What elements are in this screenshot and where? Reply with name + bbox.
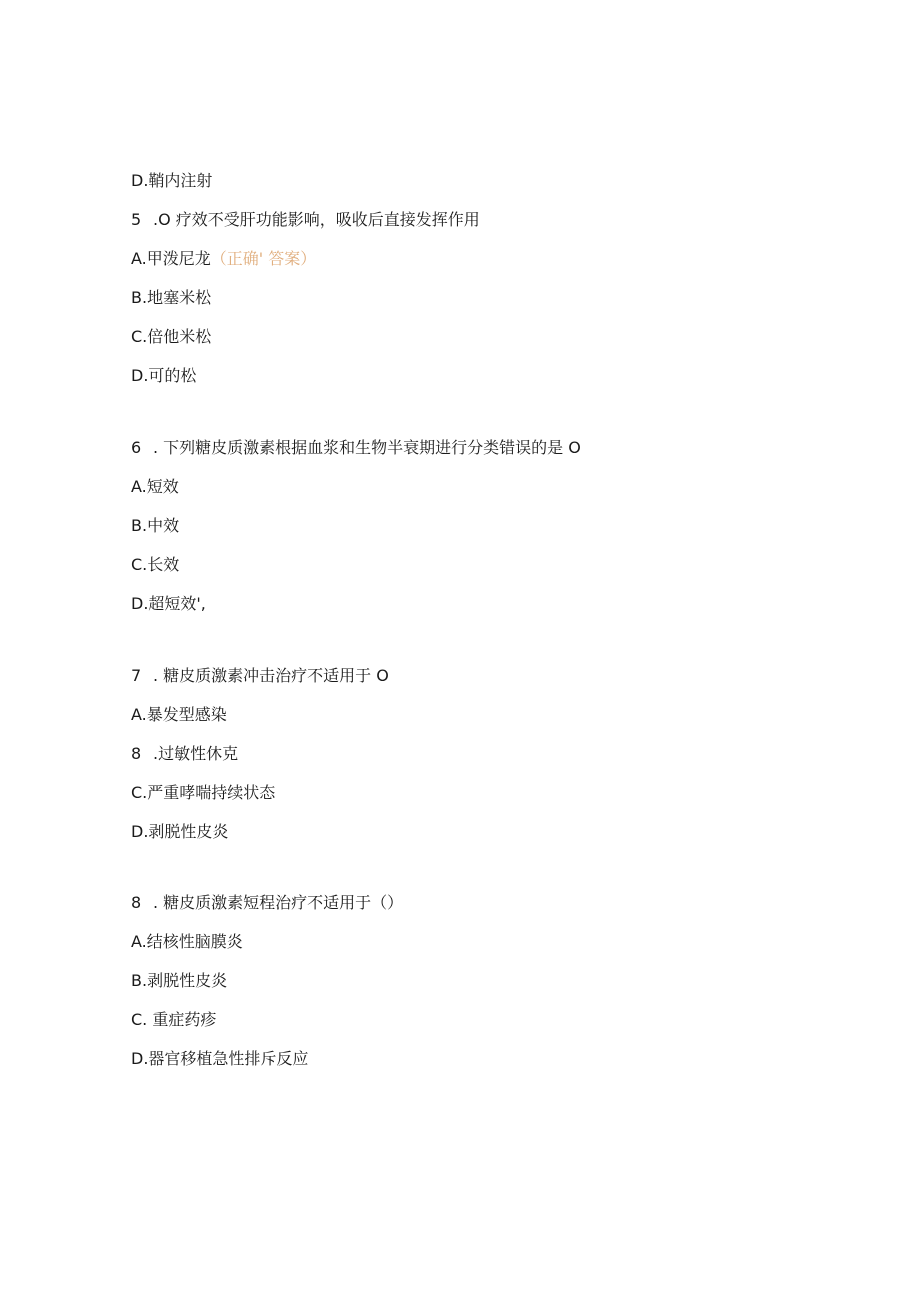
option-line: C. 重症药疹 bbox=[131, 1010, 217, 1029]
option-line: B.地塞米松 bbox=[131, 288, 212, 307]
question-7: 7 . 糖皮质激素冲击治疗不适用于 O bbox=[131, 666, 389, 685]
option-line: B.中效 bbox=[131, 516, 180, 535]
option-line: A.暴发型感染 bbox=[131, 705, 227, 724]
option-line: C.严重哮喘持续状态 bbox=[131, 783, 276, 802]
option-line: D.器官移植急性排斥反应 bbox=[131, 1049, 309, 1068]
option-line: D.剥脱性皮炎 bbox=[131, 822, 229, 841]
option-line: D.可的松 bbox=[131, 366, 197, 385]
option-line: A.结核性脑膜炎 bbox=[131, 932, 243, 951]
question-number: 8 bbox=[131, 893, 142, 912]
question-8: 8 . 糖皮质激素短程治疗不适用于（） bbox=[131, 893, 404, 912]
option-line: A.甲泼尼龙（正确' 答案） bbox=[131, 249, 317, 268]
question-number: 5 bbox=[131, 210, 142, 229]
option-line: C.倍他米松 bbox=[131, 327, 212, 346]
option-line: A.短效 bbox=[131, 477, 179, 496]
question-number: 8 bbox=[131, 744, 142, 763]
question-number: 7 bbox=[131, 666, 142, 685]
option-line: 8 .过敏性休克 bbox=[131, 744, 239, 763]
option-line: D.鞘内注射 bbox=[131, 171, 213, 190]
option-line: C.长效 bbox=[131, 555, 180, 574]
question-number: 6 bbox=[131, 438, 142, 457]
question-5: 5 .O 疗效不受肝功能影响，吸收后直接发挥作用 bbox=[131, 210, 480, 229]
option-line: D.超短效', bbox=[131, 594, 206, 613]
correct-answer-mark: （正确' 答案） bbox=[210, 249, 317, 268]
question-6: 6 . 下列糖皮质激素根据血浆和生物半衰期进行分类错误的是 O bbox=[131, 438, 581, 457]
option-line: B.剥脱性皮炎 bbox=[131, 971, 228, 990]
